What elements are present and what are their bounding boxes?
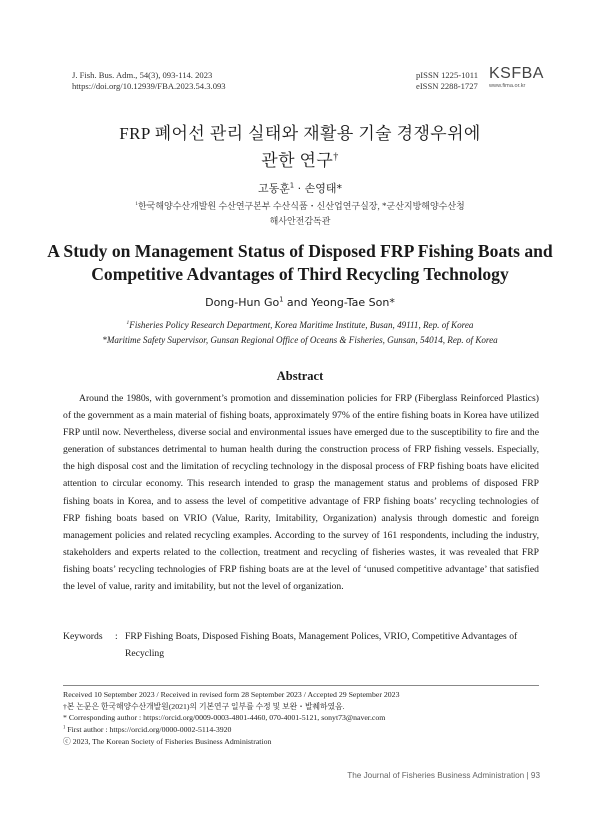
- abstract-body: [63, 390, 539, 595]
- funding-note: †본 논문은 한국해양수산개발원(2021)의 기본연구 일부를 수정 및 보완・발췌하였음.: [63, 701, 345, 711]
- english-authors: [0, 296, 600, 309]
- korean-title-line2: [0, 147, 600, 174]
- english-affil1-text: Fisheries Policy Research Department, Korea Maritime Institute, Busan, 49111, Rep. of Korea: [129, 320, 474, 330]
- footnote-divider: [63, 685, 539, 686]
- english-author-and: and: [283, 296, 312, 309]
- first-author-note: [63, 724, 543, 736]
- korean-title-line2-text: 관한 연구: [261, 151, 334, 170]
- journal-citation: [72, 70, 226, 92]
- korean-author1: 고동훈: [258, 182, 290, 195]
- english-title: [0, 240, 600, 286]
- received-dates: Received 10 September 2023 / Received in revised form 28 September 2023 / Accepted 29 September 2023: [63, 690, 400, 699]
- keywords-label: Keywords: [63, 631, 103, 642]
- korean-affil-line2: 해사안전감독관: [269, 216, 331, 226]
- eissn: eISSN 2288-1727: [416, 81, 478, 91]
- abstract-heading: Abstract: [276, 369, 324, 383]
- pissn: pISSN 1225-1011: [416, 70, 478, 80]
- english-title-line1: A Study on Management Status of Disposed FRP Fishing Boats and: [47, 241, 553, 261]
- doi-link[interactable]: https://doi.org/10.12939/FBA.2023.54.3.093: [72, 81, 226, 91]
- korean-affil-line1: [0, 199, 600, 214]
- english-author2: Yeong-Tae Son*: [311, 296, 395, 309]
- korean-affil-line1-text: 한국해양수산개발원 수산연구본부 수산식품・신산업연구실장, *군산지방해양수산청: [137, 201, 465, 211]
- corresponding-author-note: * Corresponding author : https://orcid.org/0009-0003-4801-4460, 070-4001-5121, sonyt73@naver.com: [63, 713, 386, 723]
- keywords-separator: :: [115, 631, 118, 642]
- english-author1-sup: 1: [279, 295, 284, 304]
- abstract-paragraph: Around the 1980s, with government’s promotion and dissemination policies for FRP (Fiberglass Reinforced Plastics) of the government as a main material of fishing boats, approximately 97% of the entire fishing boats in Korea have utilized FRP until now. Nevertheless, diverse social and environmental issues have emerged due to the susceptibility to fire and the generation of substances detrimental to human health during the construction process of FRP fishing vessels. Especially, the high disposal cost and the limitation of recycling technology in the disposal process of FRP fishing boats have elicited attention to circular economy. This research intended to grasp the management status and problems of disposed FRP fishing boats in Korea, and to assess the level of competitive advantage of FRP fishing boats’ recycling technologies of FRP fishing boats based on VRIO (Value, Rarity, Imitability, Organization) analysis through domestic and foreign management policies and related recycling examples. According to the survey of 161 respondents, including the industry, stakeholders and experts related to the collection, treatment and recycling of fisheries wastes, it was revealed that FRP fishing boats’ recycling technologies of FRP fishing boats are at the level of ‘unused competitive advantage’ that satisfied the level of value, rarity and imitability, but not the level of organization.: [63, 393, 539, 593]
- korean-author2: 손영태*: [304, 182, 342, 195]
- english-affil1-sup: 1: [126, 319, 130, 326]
- korean-author1-sup: 1: [289, 181, 295, 190]
- korean-author-sep: ·: [294, 182, 305, 195]
- ksfba-logo: [489, 65, 544, 90]
- logo-text: KSFBA: [489, 65, 544, 82]
- page-footer: The Journal of Fisheries Business Administration | 93: [347, 771, 540, 780]
- korean-authors: [0, 180, 600, 196]
- english-affil2: *Maritime Safety Supervisor, Gunsan Regional Office of Oceans & Fisheries, Gunsan, 54014, Rep. of Korea: [102, 335, 498, 345]
- english-author1: Dong-Hun Go: [205, 296, 280, 309]
- footnotes: [63, 689, 543, 748]
- korean-title: [0, 120, 600, 174]
- keywords-text: FRP Fishing Boats, Disposed Fishing Boats, Management Polices, VRIO, Competitive Advantages of Recycling: [125, 631, 518, 659]
- keywords: [63, 628, 539, 662]
- issn-block: [416, 70, 478, 92]
- korean-affiliations: [0, 199, 600, 229]
- first-author-sup: 1: [63, 725, 66, 731]
- english-title-line2: Competitive Advantages of Third Recycling Technology: [91, 264, 509, 284]
- logo-url: www.fima.or.kr: [489, 83, 526, 89]
- first-author-text: First author : https://orcid.org/0000-0002-5114-3920: [65, 725, 232, 735]
- copyright-note: ⓒ 2023, The Korean Society of Fisheries Business Administration: [63, 736, 272, 746]
- korean-affil-sup: 1: [135, 201, 138, 207]
- english-affiliations: [0, 318, 600, 348]
- korean-title-line1: FRP 폐어선 관리 실태와 재활용 기술 경쟁우위에: [119, 124, 481, 143]
- title-dagger-mark: †: [333, 151, 339, 163]
- english-affil1: [0, 318, 600, 333]
- journal-line: J. Fish. Bus. Adm., 54(3), 093-114. 2023: [72, 70, 213, 80]
